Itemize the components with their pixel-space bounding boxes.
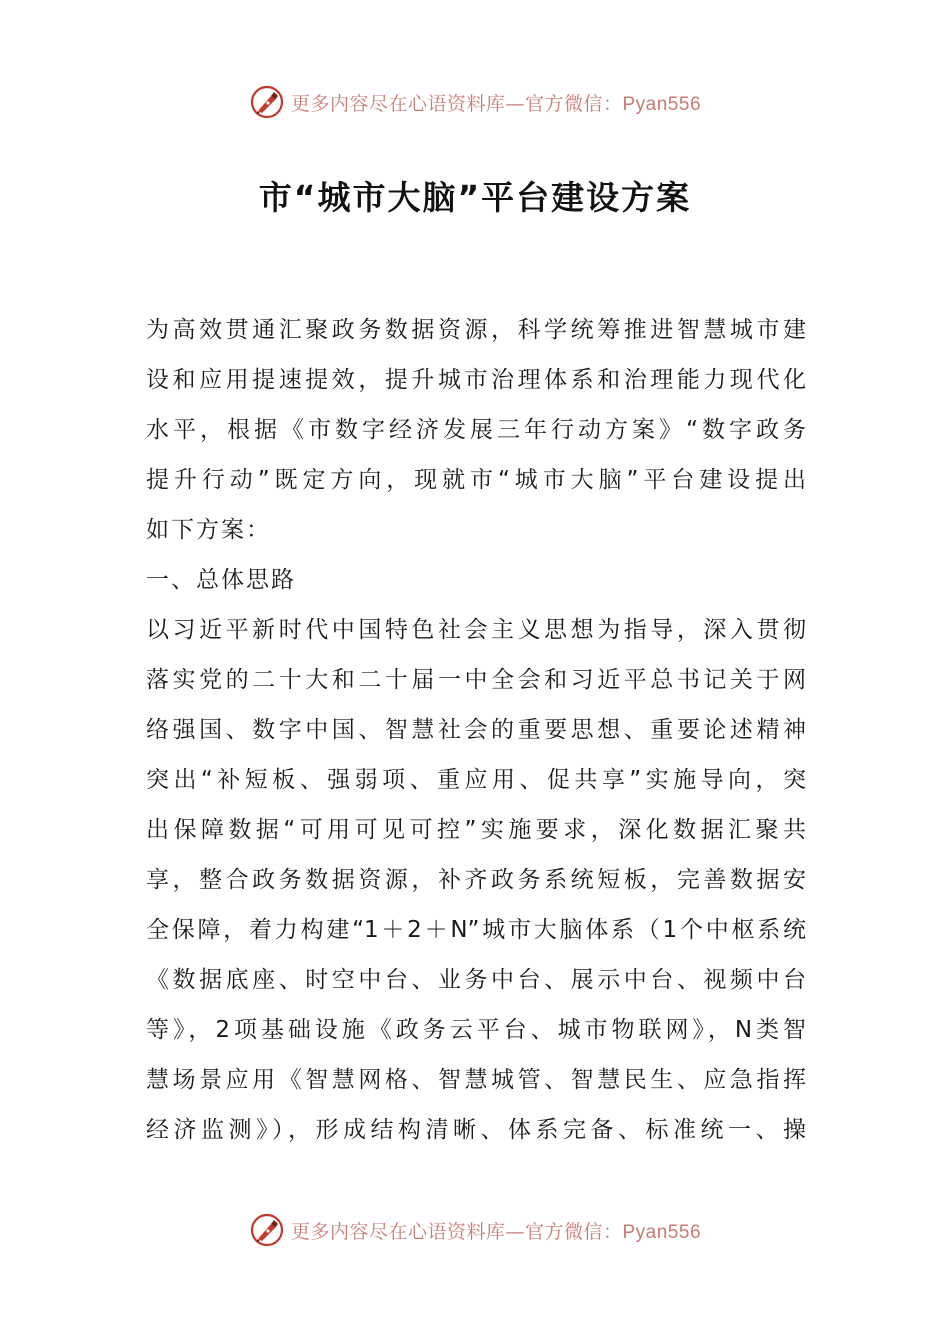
- body-line: 出保障数据“可用可见可控”实施要求，深化数据汇聚共: [146, 817, 806, 843]
- body-line: 络强国、数字中国、智慧社会的重要思想、重要论述精神: [146, 717, 806, 743]
- body-line: 设和应用提速提效，提升城市治理体系和治理能力现代化: [146, 367, 806, 393]
- body-line: 提升行动”既定方向，现就市“城市大脑”平台建设提出: [146, 467, 806, 493]
- wechat-id: Pyan556: [622, 1221, 702, 1243]
- body-line: 等》，2项基础设施《政务云平台、城市物联网》，N类智: [146, 1017, 806, 1043]
- wechat-id: Pyan556: [622, 93, 702, 115]
- body-line: 享，整合政务数据资源，补齐政务系统短板，完善数据安: [146, 867, 806, 893]
- pen-nib-logo-icon: [249, 1212, 285, 1248]
- section-heading: 一、总体思路: [146, 567, 296, 593]
- footer-watermark-banner: [0, 1210, 950, 1250]
- header-watermark-banner: [0, 82, 950, 122]
- body-line: 如下方案：: [146, 517, 271, 543]
- body-line: 突出“补短板、强弱项、重应用、促共享”实施导向，突: [146, 767, 806, 793]
- document-body: [146, 305, 806, 1155]
- watermark-text: [291, 1217, 701, 1244]
- watermark-label: 更多内容尽在心语资料库—官方微信：: [290, 92, 623, 115]
- body-line: 经济监测》），形成结构清晰、体系完备、标准统一、操: [146, 1117, 806, 1143]
- body-line: 全保障，着力构建“1＋2＋N”城市大脑体系（1个中枢系统: [146, 917, 806, 943]
- body-line: 慧场景应用《智慧网格、智慧城管、智慧民生、应急指挥: [146, 1067, 806, 1093]
- document-title: 市“城市大脑”平台建设方案: [258, 178, 692, 217]
- body-line: 《数据底座、时空中台、业务中台、展示中台、视频中台: [146, 967, 806, 993]
- body-line: 以习近平新时代中国特色社会主义思想为指导，深入贯彻: [146, 617, 806, 643]
- watermark-label: 更多内容尽在心语资料库—官方微信：: [290, 1220, 623, 1243]
- body-line: 水平，根据《市数字经济发展三年行动方案》“数字政务: [146, 417, 806, 443]
- pen-nib-logo-icon: [249, 84, 285, 120]
- body-line: 落实党的二十大和二十届一中全会和习近平总书记关于网: [146, 667, 806, 693]
- watermark-text: [291, 89, 701, 116]
- body-line: 为高效贯通汇聚政务数据资源，科学统筹推进智慧城市建: [146, 317, 806, 343]
